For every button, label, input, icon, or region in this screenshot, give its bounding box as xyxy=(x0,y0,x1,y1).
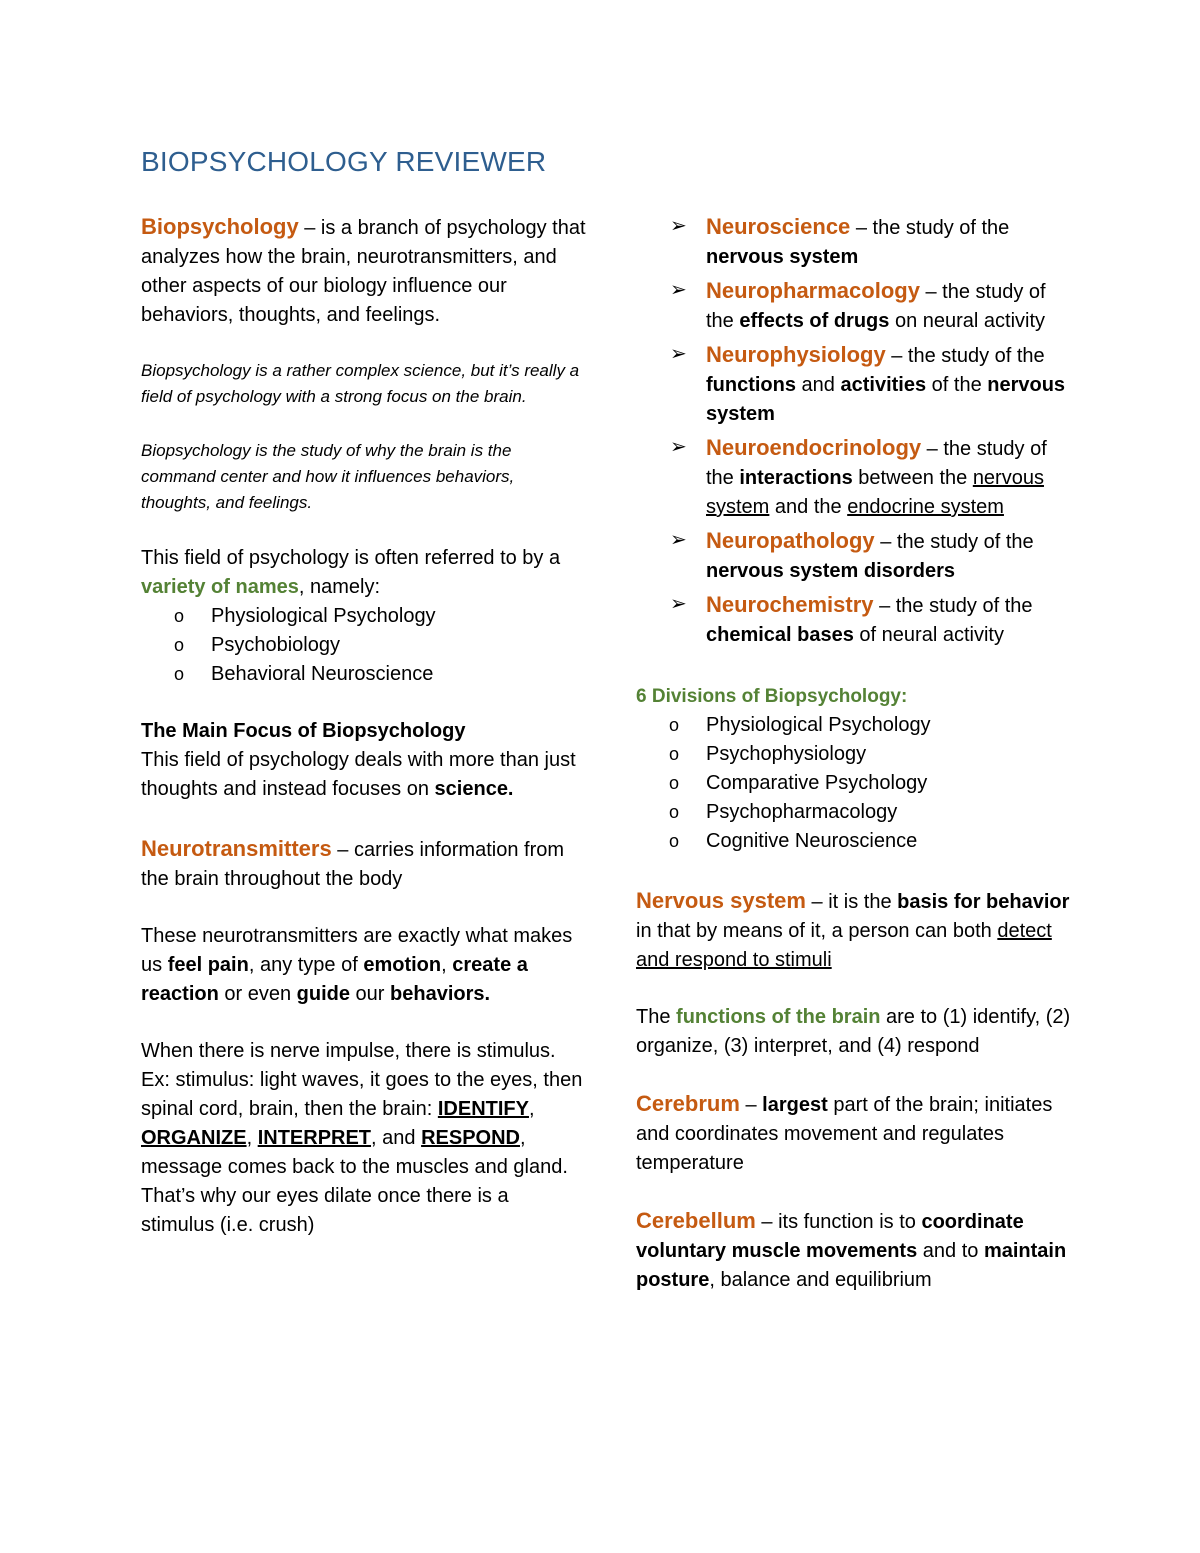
field-text-run: on neural activity xyxy=(889,310,1046,332)
bold-run: maintain posture xyxy=(636,1240,1067,1291)
field-text-run: nervous system disorders xyxy=(706,560,955,582)
italic-note-2: Biopsychology is the study of why the brain is the command center and how it influences behaviors, thoughts, and feelings. xyxy=(141,441,515,512)
field-text-run: – the study of the xyxy=(706,281,1046,332)
field-text-run: of neural activity xyxy=(853,624,1004,646)
text-run: – xyxy=(739,1094,763,1116)
bold-run: coordinate voluntary muscle movements xyxy=(636,1211,1024,1262)
list-item xyxy=(669,711,1076,740)
term-neurotransmitters: Neurotransmitters xyxy=(141,836,332,861)
document-title: BIOPSYCHOLOGY REVIEWER xyxy=(141,146,547,177)
respond-word: RESPOND xyxy=(421,1127,520,1149)
names-intro-end: , namely: xyxy=(298,576,381,598)
field-text-run: – the study of the xyxy=(873,595,1033,617)
neurotransmitters-text: – carries information from the brain throughout the body xyxy=(141,839,565,890)
biopsychology-definition xyxy=(141,212,586,330)
field-text-run: effects of drugs xyxy=(739,310,890,332)
focus-text-science: science. xyxy=(434,778,514,800)
names-intro-text: This field of psychology is often referred to by a xyxy=(141,547,561,569)
field-item-neuropharmacology xyxy=(636,276,1076,336)
field-term: Neurophysiology xyxy=(706,342,886,367)
neurotransmitters-definition xyxy=(141,834,586,894)
field-item-neuropathology xyxy=(636,526,1076,586)
nervous-system-definition xyxy=(636,886,1076,975)
fields-list xyxy=(636,212,1076,650)
field-text-run: and the xyxy=(769,496,848,518)
divisions-list xyxy=(636,711,1076,856)
field-item-neuroscience xyxy=(636,212,1076,272)
field-text-run: endocrine system xyxy=(847,496,1004,518)
circle-bullet-icon: o xyxy=(174,606,185,626)
list-item-label: Physiological Psychology xyxy=(706,714,931,736)
term-nervous-system: Nervous system xyxy=(636,888,806,913)
list-item xyxy=(174,660,586,689)
text-run: are to (1) identify, (2) organize, (3) interpret, and (4) respond xyxy=(636,1006,1071,1057)
field-text-run: – the study of the xyxy=(885,345,1045,367)
names-intro xyxy=(141,544,586,602)
list-item xyxy=(669,740,1076,769)
circle-bullet-icon: o xyxy=(174,635,185,655)
field-term: Neuropharmacology xyxy=(706,278,920,303)
text-run: , any type of xyxy=(248,954,364,976)
list-item-label: Psychophysiology xyxy=(706,743,867,765)
text-run: and to xyxy=(917,1240,984,1262)
bold-run: behaviors. xyxy=(390,983,491,1005)
circle-bullet-icon: o xyxy=(669,831,680,851)
text-run: , balance and equilibrium xyxy=(709,1269,932,1291)
divisions-heading: 6 Divisions of Biopsychology: xyxy=(636,686,908,707)
field-text-run: activities xyxy=(840,374,927,396)
bold-run: basis for behavior xyxy=(897,891,1070,913)
field-term: Neuroendocrinology xyxy=(706,435,922,460)
organize-word: ORGANIZE xyxy=(141,1127,247,1149)
field-text-run: – the study of the xyxy=(874,531,1034,553)
circle-bullet-icon: o xyxy=(174,664,185,684)
field-text-run: nervous system xyxy=(706,467,1044,518)
text-run: , message comes back to the muscles and gland. That’s why our eyes dilate once there is a stimulus (i.e. crush) xyxy=(141,1127,568,1236)
list-item-label: Psychobiology xyxy=(211,634,340,656)
italic-note-1: Biopsychology is a rather complex science, but it’s really a field of psychology with a strong focus on the brain. xyxy=(141,361,580,406)
list-item xyxy=(669,769,1076,798)
list-item xyxy=(174,602,586,631)
arrow-bullet-icon: ➢ xyxy=(670,529,687,551)
cerebellum-definition xyxy=(636,1206,1076,1295)
text-run: in that by means of it, a person can both xyxy=(636,920,998,942)
field-text-run: functions xyxy=(706,374,796,396)
field-term: Neurochemistry xyxy=(706,592,874,617)
neurotransmitters-paragraph xyxy=(141,922,586,1009)
list-item-label: Psychopharmacology xyxy=(706,801,898,823)
field-text-run: – the study of the xyxy=(706,438,1047,489)
bold-run: create a reaction xyxy=(141,954,528,1005)
text-run: , xyxy=(441,954,453,976)
functions-of-brain-highlight: functions of the brain xyxy=(676,1006,881,1028)
field-item-neuroendocrinology xyxy=(636,433,1076,522)
text-run: , and xyxy=(371,1127,422,1149)
field-term: Neuroscience xyxy=(706,214,851,239)
nerve-impulse-line: When there is nerve impulse, there is stimulus. xyxy=(141,1040,556,1062)
circle-bullet-icon: o xyxy=(669,744,680,764)
field-text-run: and xyxy=(796,374,841,396)
arrow-bullet-icon: ➢ xyxy=(670,343,687,365)
text-run: The xyxy=(636,1006,677,1028)
text-run: or even xyxy=(218,983,297,1005)
list-item-label: Behavioral Neuroscience xyxy=(211,663,434,685)
term-cerebrum: Cerebrum xyxy=(636,1091,740,1116)
field-text-run: nervous system xyxy=(706,246,859,268)
main-focus-heading: The Main Focus of Biopsychology xyxy=(141,720,466,742)
text-run: , xyxy=(528,1098,535,1120)
underlined-run: detect and respond to stimuli xyxy=(636,920,1052,971)
circle-bullet-icon: o xyxy=(669,715,680,735)
list-item-label: Comparative Psychology xyxy=(706,772,928,794)
variety-of-names-highlight: variety of names xyxy=(141,576,299,598)
field-text-run: chemical bases xyxy=(706,624,854,646)
interpret-word: INTERPRET xyxy=(257,1127,372,1149)
left-column xyxy=(141,212,586,1240)
arrow-bullet-icon: ➢ xyxy=(670,593,687,615)
brain-functions xyxy=(636,1003,1076,1061)
field-term: Neuropathology xyxy=(706,528,875,553)
bold-run: largest xyxy=(762,1094,828,1116)
text-run: , xyxy=(246,1127,258,1149)
field-text-run: – the study of the xyxy=(850,217,1010,239)
arrow-bullet-icon: ➢ xyxy=(670,215,687,237)
list-item-label: Cognitive Neuroscience xyxy=(706,830,918,852)
field-text-run: of the xyxy=(926,374,988,396)
right-column xyxy=(636,212,1076,1295)
cerebrum-definition xyxy=(636,1089,1076,1178)
bold-run: feel pain xyxy=(167,954,249,976)
text-run: part of the brain; initiates and coordinates movement and regulates temperature xyxy=(636,1094,1053,1174)
circle-bullet-icon: o xyxy=(669,773,680,793)
bold-run: emotion xyxy=(363,954,442,976)
stimulus-example xyxy=(141,1066,586,1240)
list-item xyxy=(669,827,1076,856)
alternate-names-list xyxy=(141,602,586,689)
text-run: These neurotransmitters are exactly what makes us xyxy=(141,925,573,976)
list-item xyxy=(669,798,1076,827)
circle-bullet-icon: o xyxy=(669,802,680,822)
text-run: our xyxy=(349,983,391,1005)
term-biopsychology: Biopsychology xyxy=(141,214,299,239)
arrow-bullet-icon: ➢ xyxy=(670,436,687,458)
text-run: – it is the xyxy=(805,891,898,913)
identify-word: IDENTIFY xyxy=(437,1098,529,1120)
definition-text: – is a branch of psychology that analyzes how the brain, neurotransmitters, and other aspects of our biology influence our behaviors, thoughts, and feelings. xyxy=(141,217,586,326)
list-item-label: Physiological Psychology xyxy=(211,605,436,627)
arrow-bullet-icon: ➢ xyxy=(670,279,687,301)
list-item xyxy=(174,631,586,660)
field-item-neurophysiology xyxy=(636,340,1076,429)
text-run: Ex: stimulus: light waves, it goes to the eyes, then spinal cord, brain, then the brain: xyxy=(141,1069,583,1120)
field-item-neurochemistry xyxy=(636,590,1076,650)
field-text-run: between the xyxy=(852,467,973,489)
focus-text: This field of psychology deals with more than just thoughts and instead focuses on xyxy=(141,749,576,800)
field-text-run: nervous system xyxy=(706,374,1066,425)
bold-run: guide xyxy=(296,983,350,1005)
field-text-run: interactions xyxy=(739,467,853,489)
term-cerebellum: Cerebellum xyxy=(636,1208,756,1233)
main-focus-text xyxy=(141,746,586,804)
text-run: – its function is to xyxy=(755,1211,922,1233)
